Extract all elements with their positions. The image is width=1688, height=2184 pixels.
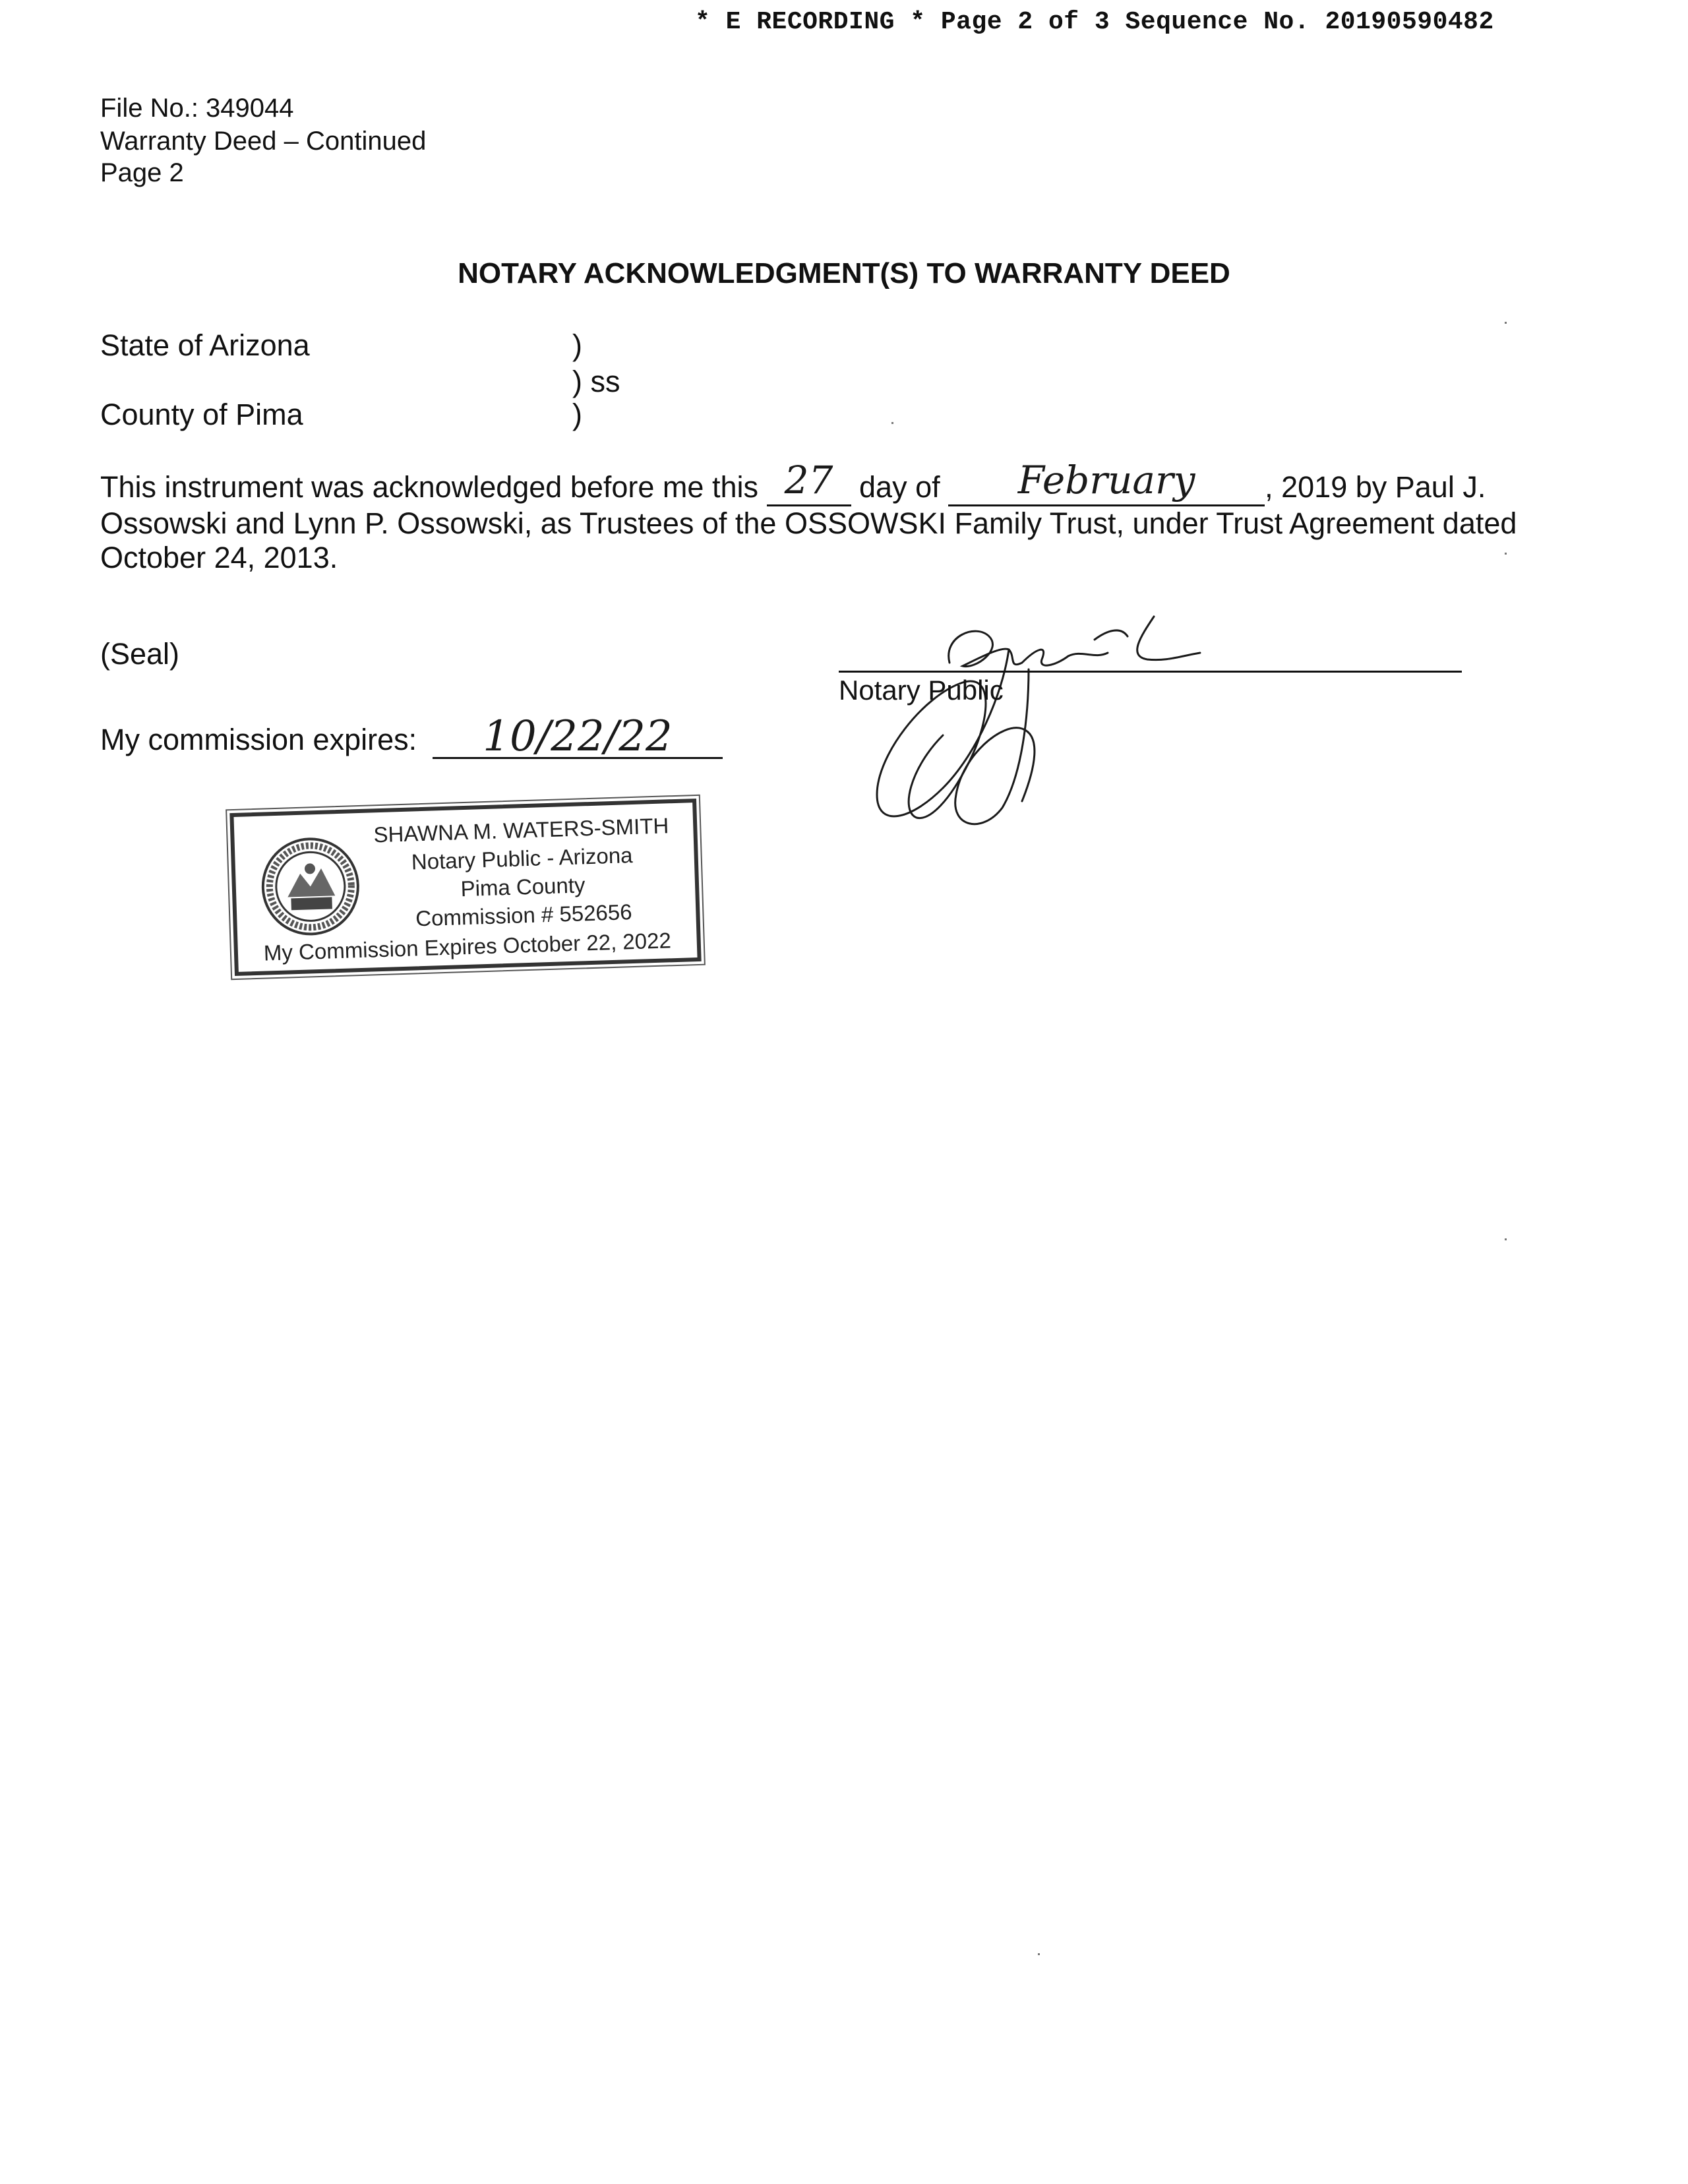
recording-header: * E RECORDING * Page 2 of 3 Sequence No. 20190590482 — [695, 8, 1494, 36]
file-number: File No.: 349044 — [100, 94, 294, 123]
scan-speck — [1505, 322, 1507, 324]
venue-ss: ) ss — [572, 365, 620, 398]
stamp-expiration: My Commission Expires October 22, 2022 — [263, 928, 672, 965]
acknowledgment-rest: , 2019 by Paul J. Ossowski and Lynn P. Ossowski, as Trustees of the OSSOWSKI Family Trust, under Trust Agreement dated October 24, 2013. — [100, 470, 1517, 574]
state-seal-icon — [260, 835, 362, 938]
day-of-text: day of — [859, 470, 940, 504]
month-blank — [948, 458, 1265, 506]
stamp-notary-title: Notary Public - Arizona — [411, 843, 633, 874]
month-handwritten: February — [1017, 458, 1195, 502]
scan-speck — [1038, 1953, 1040, 1955]
commission-label: My commission expires: — [100, 723, 417, 756]
document-title: Warranty Deed – Continued — [100, 127, 427, 156]
day-blank — [767, 458, 851, 506]
page-title: NOTARY ACKNOWLEDGMENT(S) TO WARRANTY DEED — [458, 257, 1230, 289]
acknowledgment-lead: This instrument was acknowledged before me this — [100, 470, 758, 504]
venue-state: State of Arizona — [100, 328, 310, 362]
acknowledgment-paragraph — [100, 458, 1590, 575]
seal-label: (Seal) — [100, 637, 180, 671]
commission-handwritten: 10/22/22 — [483, 712, 673, 761]
page-number: Page 2 — [100, 158, 184, 187]
stamp-text — [366, 811, 679, 934]
stamp-commission-number: Commission # 552656 — [415, 899, 633, 931]
signature-line — [839, 671, 1462, 673]
stamp-notary-name: SHAWNA M. WATERS-SMITH — [373, 813, 669, 847]
day-handwritten: 27 — [784, 458, 833, 502]
scan-speck — [1505, 1238, 1507, 1240]
venue-paren: ) — [572, 328, 582, 362]
notary-stamp — [229, 799, 701, 976]
commission-blank — [433, 711, 723, 759]
stamp-county: Pima County — [460, 872, 586, 901]
venue-paren: ) — [572, 398, 582, 431]
notary-signature — [811, 610, 1233, 834]
venue-county: County of Pima — [100, 398, 303, 431]
scan-speck — [891, 422, 893, 424]
scan-speck — [1505, 553, 1507, 555]
notary-public-label: Notary Public — [839, 675, 1004, 706]
